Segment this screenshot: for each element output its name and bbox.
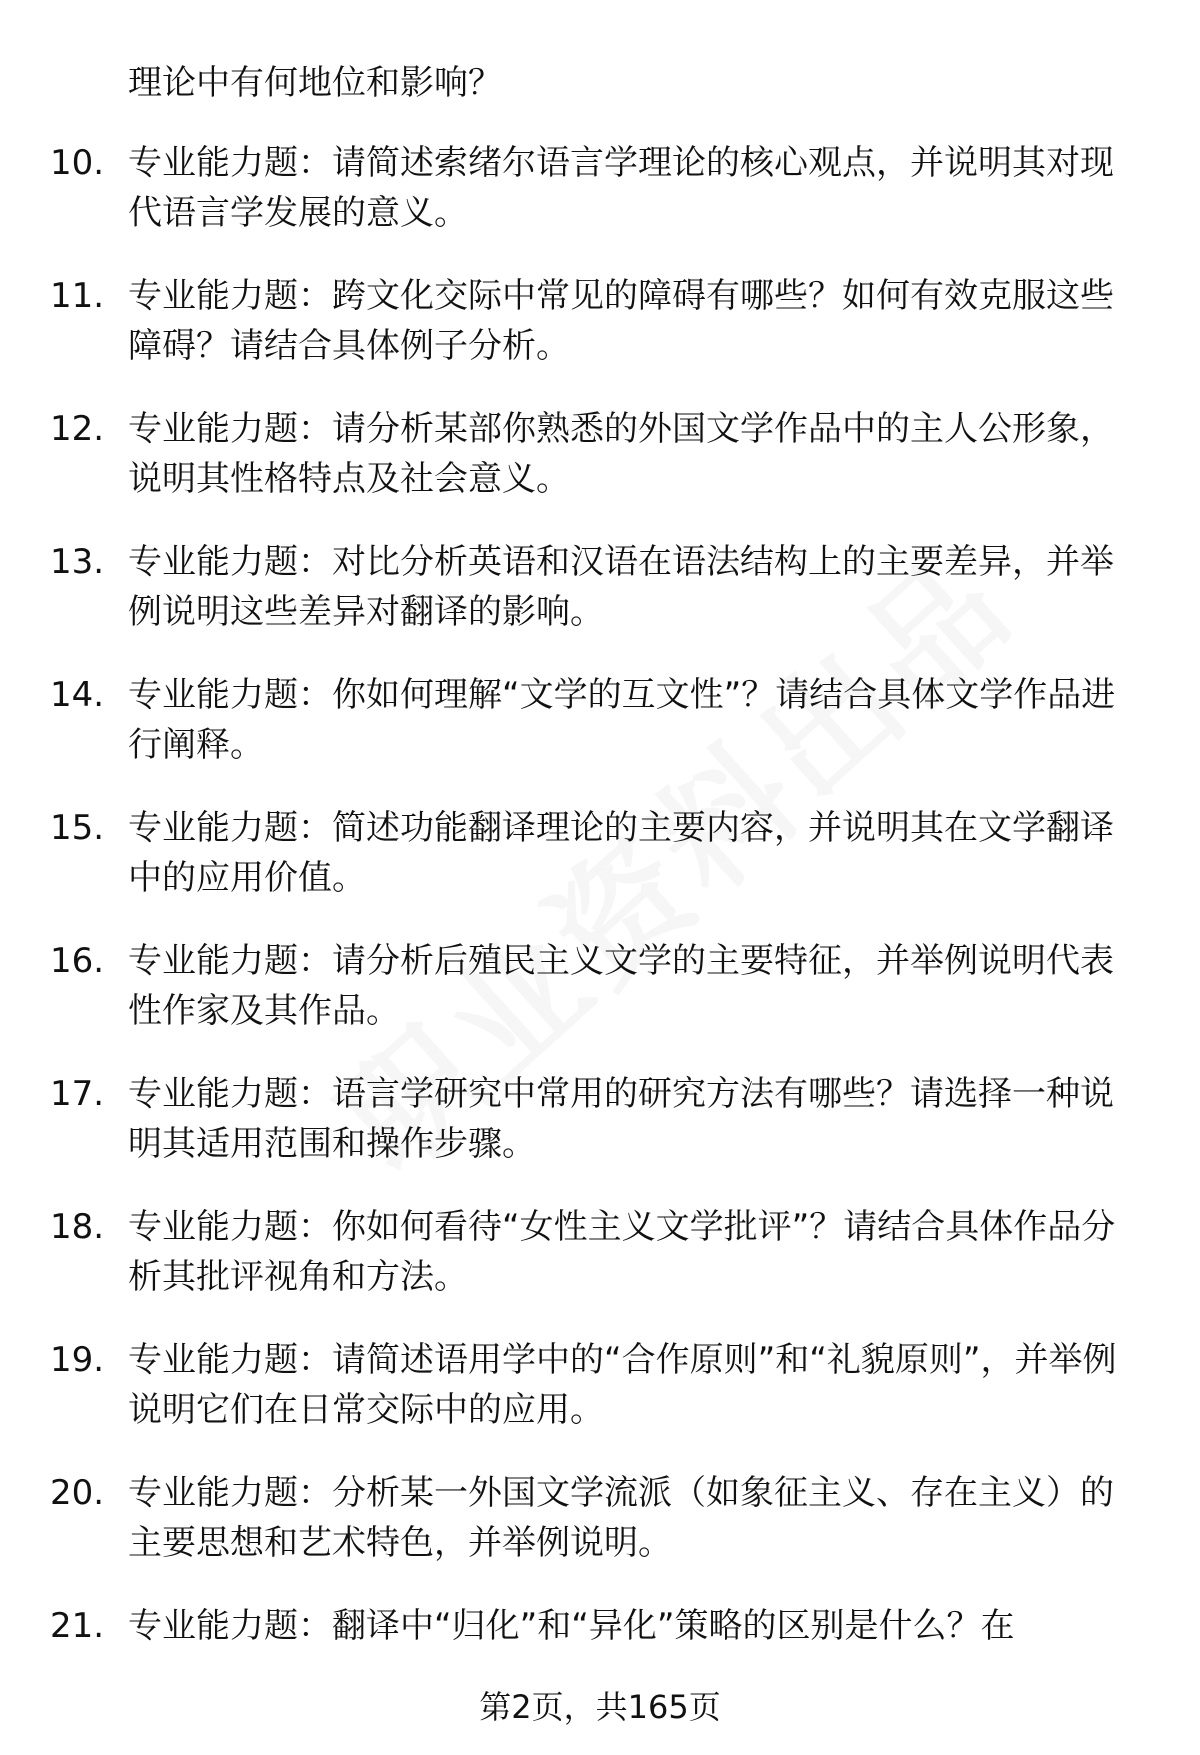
- question-number: 12.: [50, 409, 105, 449]
- question-text: 专业能力题：对比分析英语和汉语在语法结构上的主要差异，并举例说明这些差异对翻译的影响。: [128, 542, 1114, 632]
- question-text: 专业能力题：请简述语用学中的“合作原则”和“礼貌原则”，并举例说明它们在日常交际中的应用。: [128, 1340, 1117, 1430]
- question-text: 专业能力题：请简述索绪尔语言学理论的核心观点，并说明其对现代语言学发展的意义。: [128, 143, 1114, 233]
- question-number: 17.: [50, 1074, 105, 1114]
- question-item-10: [50, 138, 1140, 238]
- question-number: 11.: [50, 276, 105, 316]
- question-text: 专业能力题：跨文化交际中常见的障碍有哪些？如何有效克服这些障碍？请结合具体例子分析。: [128, 276, 1114, 366]
- question-number: 16.: [50, 941, 105, 981]
- question-item-14: [50, 670, 1140, 770]
- question-number: 13.: [50, 542, 105, 582]
- question-item-13: [50, 537, 1140, 637]
- question-item-11: [50, 271, 1140, 371]
- question-text: 专业能力题：请分析某部你熟悉的外国文学作品中的主人公形象，说明其性格特点及社会意义。: [128, 409, 1114, 499]
- question-number: 21.: [50, 1606, 105, 1646]
- question-number: 19.: [50, 1340, 105, 1380]
- question-text: 专业能力题：翻译中“归化”和“异化”策略的区别是什么？在: [128, 1606, 1015, 1646]
- question-text: 专业能力题：你如何看待“女性主义文学批评”？请结合具体作品分析其批评视角和方法。: [128, 1207, 1116, 1297]
- question-number: 20.: [50, 1473, 105, 1513]
- question-text: 专业能力题：请分析后殖民主义文学的主要特征，并举例说明代表性作家及其作品。: [128, 941, 1114, 1031]
- question-text: 专业能力题：分析某一外国文学流派（如象征主义、存在主义）的主要思想和艺术特色，并举例说明。: [128, 1473, 1114, 1563]
- question-text: 专业能力题：简述功能翻译理论的主要内容，并说明其在文学翻译中的应用价值。: [128, 808, 1114, 898]
- question-number: 15.: [50, 808, 105, 848]
- question-item-12: [50, 404, 1140, 504]
- question-item-15: [50, 803, 1140, 903]
- question-text: 专业能力题：语言学研究中常用的研究方法有哪些？请选择一种说明其适用范围和操作步骤。: [128, 1074, 1114, 1164]
- question-list: [50, 138, 1140, 1684]
- question-text: 专业能力题：你如何理解“文学的互文性”？请结合具体文学作品进行阐释。: [128, 675, 1116, 765]
- question-item-17: [50, 1069, 1140, 1169]
- question-item-19: [50, 1335, 1140, 1435]
- page-footer: 第2页，共165页: [479, 1688, 721, 1726]
- question-item-16: [50, 936, 1140, 1036]
- question-item-18: [50, 1202, 1140, 1302]
- question-number: 14.: [50, 675, 105, 715]
- continued-question-text: 理论中有何地位和影响？: [128, 63, 502, 103]
- question-item-20: [50, 1468, 1140, 1568]
- question-number: 18.: [50, 1207, 105, 1247]
- question-number: 10.: [50, 143, 105, 183]
- question-item-21: [50, 1601, 1140, 1651]
